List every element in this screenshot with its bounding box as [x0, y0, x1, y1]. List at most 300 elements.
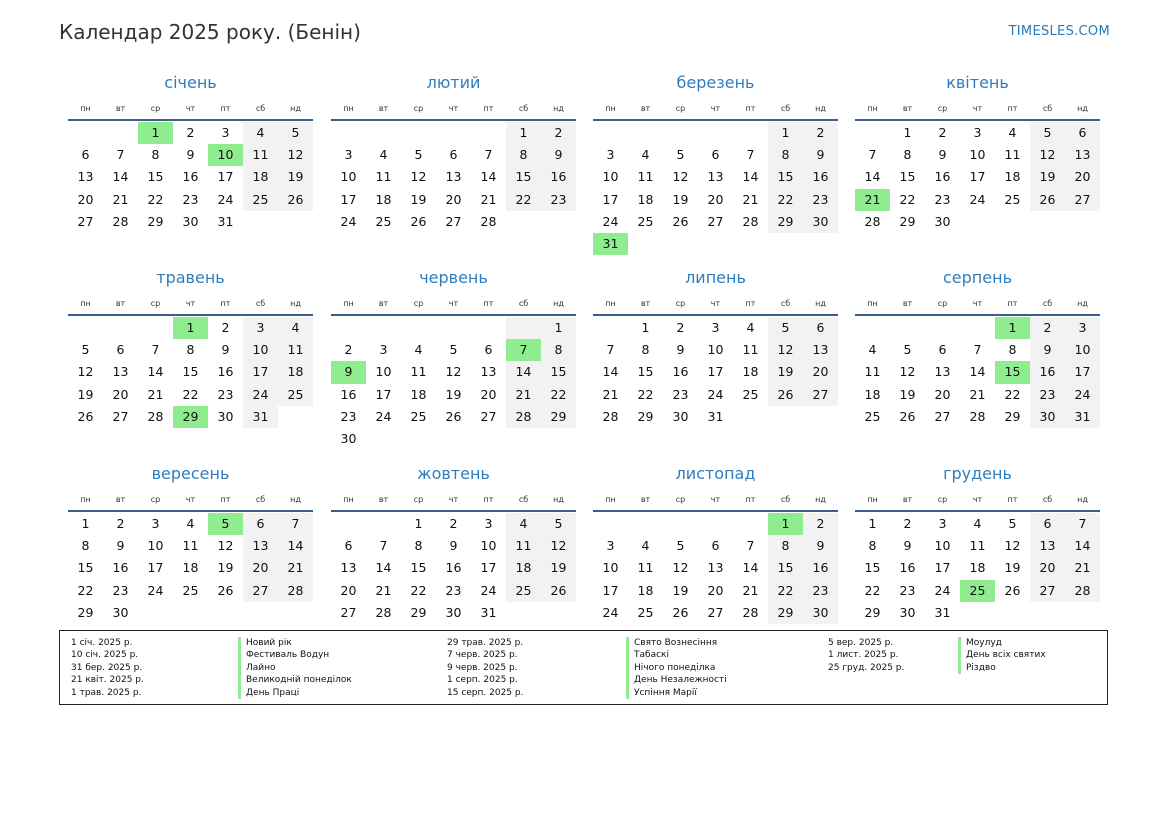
empty-cell	[401, 122, 436, 144]
day-cell: 29	[77, 604, 94, 620]
day-cell: 27	[934, 408, 951, 424]
day-grid	[593, 513, 838, 624]
day-cell: 31	[243, 406, 278, 428]
legend-date: 9 черв. 2025 р.	[447, 662, 518, 673]
day-cell: 26	[445, 408, 462, 424]
empty-cell	[593, 317, 628, 339]
weekday-label: вт	[115, 103, 126, 113]
day-cell: 20	[707, 191, 724, 207]
day-cell: 19	[278, 166, 313, 188]
day-cell: 13	[707, 560, 724, 576]
day-cell: 15	[995, 361, 1030, 383]
weekday-label: пн	[80, 494, 91, 504]
weekday-label: чт	[972, 103, 983, 113]
day-cell: 22	[637, 386, 654, 402]
day-cell: 20	[1065, 166, 1100, 188]
day-cell: 6	[243, 513, 278, 535]
day-cell: 17	[602, 191, 619, 207]
empty-cell	[173, 602, 208, 624]
day-cell: 3	[1065, 317, 1100, 339]
weekday-label: чт	[710, 298, 721, 308]
day-cell: 21	[278, 557, 313, 579]
day-cell: 7	[116, 147, 125, 163]
day-cell: 7	[868, 147, 877, 163]
holiday-legend	[59, 630, 1108, 705]
day-cell: 14	[1065, 535, 1100, 557]
day-cell: 4	[243, 122, 278, 144]
weekday-label: вт	[902, 494, 913, 504]
day-cell: 10	[147, 538, 164, 554]
day-cell: 13	[340, 560, 357, 576]
day-cell: 4	[506, 513, 541, 535]
weekday-label: нд	[1077, 494, 1088, 504]
day-cell: 9	[676, 342, 685, 358]
day-cell: 21	[506, 384, 541, 406]
weekday-label: вт	[640, 494, 651, 504]
day-cell: 10	[934, 538, 951, 554]
day-cell: 14	[742, 169, 759, 185]
month-name: березень	[676, 73, 755, 92]
weekday-label: сб	[780, 103, 791, 113]
month-2	[331, 72, 576, 233]
day-cell: 26	[899, 408, 916, 424]
day-cell: 13	[707, 169, 724, 185]
day-cell: 18	[506, 557, 541, 579]
day-cell: 7	[506, 339, 541, 361]
brand-link[interactable]: TIMESLES.COM	[1008, 24, 1110, 39]
day-cell: 17	[340, 191, 357, 207]
weekday-label: пт	[220, 494, 231, 504]
day-cell: 20	[445, 191, 462, 207]
day-cell: 2	[541, 122, 576, 144]
day-cell: 15	[541, 361, 576, 383]
day-cell: 14	[864, 169, 881, 185]
day-cell: 2	[221, 320, 230, 335]
weekday-label: сб	[518, 298, 529, 308]
day-cell: 9	[331, 361, 366, 383]
day-cell: 21	[742, 191, 759, 207]
weekday-label: ср	[937, 103, 948, 113]
empty-cell	[541, 428, 576, 450]
day-cell: 26	[1004, 582, 1021, 598]
empty-cell	[628, 122, 663, 144]
day-cell: 11	[278, 339, 313, 361]
empty-cell	[663, 513, 698, 535]
day-cell: 17	[217, 169, 234, 185]
empty-cell	[506, 602, 541, 624]
day-cell: 10	[1065, 339, 1100, 361]
day-cell: 13	[445, 169, 462, 185]
month-name: липень	[685, 268, 746, 287]
day-cell: 19	[77, 386, 94, 402]
day-cell: 24	[340, 213, 357, 229]
month-3	[593, 72, 838, 255]
day-cell: 7	[379, 538, 388, 554]
day-cell: 8	[903, 147, 912, 163]
month-name: квітень	[946, 73, 1009, 92]
empty-cell	[471, 428, 506, 450]
month-divider	[593, 119, 838, 121]
month-divider	[855, 119, 1100, 121]
weekday-label: вт	[902, 298, 913, 308]
weekday-header	[68, 99, 313, 117]
legend-dates	[447, 637, 523, 699]
day-cell: 25	[960, 580, 995, 602]
day-cell: 25	[243, 189, 278, 211]
day-cell: 6	[116, 342, 125, 358]
empty-cell	[593, 122, 628, 144]
empty-cell	[366, 122, 401, 144]
day-cell: 11	[182, 538, 199, 554]
month-name: січень	[164, 73, 217, 92]
weekday-label: сб	[518, 494, 529, 504]
day-cell: 30	[934, 213, 951, 229]
month-11	[593, 463, 838, 624]
day-cell: 15	[182, 364, 199, 380]
day-cell: 6	[81, 147, 90, 163]
day-cell: 27	[707, 213, 724, 229]
day-grid	[855, 122, 1100, 233]
day-cell: 25	[506, 580, 541, 602]
day-cell: 22	[768, 189, 803, 211]
empty-cell	[103, 317, 138, 339]
month-divider	[593, 314, 838, 316]
empty-cell	[593, 513, 628, 535]
day-cell: 24	[707, 386, 724, 402]
day-cell: 1	[173, 317, 208, 339]
day-cell: 24	[243, 384, 278, 406]
day-cell: 23	[1030, 384, 1065, 406]
day-cell: 20	[707, 582, 724, 598]
weekday-label: сб	[255, 103, 266, 113]
day-cell: 8	[1008, 342, 1017, 358]
empty-cell	[1065, 602, 1100, 624]
day-cell: 24	[217, 191, 234, 207]
day-cell: 29	[410, 604, 427, 620]
empty-cell	[366, 513, 401, 535]
day-cell: 20	[934, 386, 951, 402]
day-cell: 12	[217, 538, 234, 554]
weekday-label: чт	[972, 494, 983, 504]
day-cell: 2	[803, 513, 838, 535]
day-cell: 16	[217, 364, 234, 380]
day-cell: 21	[969, 386, 986, 402]
empty-cell	[506, 211, 541, 233]
legend-date: 1 трав. 2025 р.	[71, 687, 142, 698]
weekday-label: пт	[1007, 103, 1018, 113]
day-cell: 4	[379, 147, 388, 163]
day-cell: 24	[602, 213, 619, 229]
day-cell: 7	[484, 147, 493, 163]
weekday-label: сб	[255, 298, 266, 308]
weekday-label: ср	[675, 103, 686, 113]
month-name: грудень	[943, 464, 1012, 483]
legend-holiday-name: Великодній понеділок	[238, 674, 352, 686]
day-cell: 29	[147, 213, 164, 229]
day-cell: 1	[868, 516, 877, 531]
day-cell: 27	[1030, 580, 1065, 602]
day-cell: 30	[899, 604, 916, 620]
day-cell: 27	[112, 408, 129, 424]
day-cell: 11	[969, 538, 986, 554]
day-cell: 20	[480, 386, 497, 402]
day-cell: 16	[340, 386, 357, 402]
weekday-label: пн	[605, 494, 616, 504]
day-cell: 7	[151, 342, 160, 358]
weekday-label: сб	[780, 494, 791, 504]
day-cell: 2	[186, 125, 195, 140]
day-grid	[68, 122, 313, 233]
empty-cell	[541, 211, 576, 233]
day-cell: 12	[278, 144, 313, 166]
weekday-label: пт	[220, 298, 231, 308]
day-cell: 17	[602, 582, 619, 598]
day-cell: 5	[903, 342, 912, 358]
day-cell: 25	[410, 408, 427, 424]
month-divider	[593, 510, 838, 512]
day-cell: 13	[243, 535, 278, 557]
empty-cell	[68, 317, 103, 339]
day-cell: 13	[803, 339, 838, 361]
day-cell: 11	[637, 560, 654, 576]
weekday-label: чт	[185, 494, 196, 504]
day-cell: 22	[182, 386, 199, 402]
legend-date: 1 серп. 2025 р.	[447, 675, 518, 686]
empty-cell	[925, 317, 960, 339]
empty-cell	[208, 602, 243, 624]
day-cell: 6	[1065, 122, 1100, 144]
day-cell: 27	[707, 604, 724, 620]
month-divider	[68, 510, 313, 512]
legend-holiday-name: Свято Вознесіння	[626, 637, 727, 649]
day-cell: 8	[81, 538, 90, 554]
legend-holiday-name: День Праці	[238, 687, 352, 699]
month-divider	[68, 119, 313, 121]
day-grid	[331, 317, 576, 450]
weekday-label: пт	[745, 298, 756, 308]
weekday-header	[331, 490, 576, 508]
weekday-label: сб	[518, 103, 529, 113]
day-cell: 19	[541, 557, 576, 579]
day-cell: 27	[445, 213, 462, 229]
legend-holiday-name: День всіх святих	[958, 649, 1046, 661]
day-cell: 28	[742, 604, 759, 620]
day-cell: 27	[480, 408, 497, 424]
day-cell: 7	[746, 538, 755, 554]
day-cell: 3	[711, 320, 720, 335]
legend-holiday-name: Моулуд	[958, 637, 1046, 649]
day-cell: 12	[77, 364, 94, 380]
day-cell: 19	[672, 582, 689, 598]
day-cell: 24	[480, 582, 497, 598]
weekday-label: ср	[413, 494, 424, 504]
day-cell: 28	[742, 213, 759, 229]
day-cell: 7	[746, 147, 755, 163]
day-cell: 23	[217, 386, 234, 402]
day-cell: 7	[1065, 513, 1100, 535]
legend-date: 1 січ. 2025 р.	[71, 638, 133, 648]
day-cell: 2	[449, 516, 458, 531]
month-divider	[855, 510, 1100, 512]
legend-holiday-name: Табаскі	[626, 649, 727, 661]
day-cell: 22	[768, 580, 803, 602]
day-cell: 19	[1030, 166, 1065, 188]
day-cell: 16	[1030, 361, 1065, 383]
month-6	[331, 267, 576, 450]
empty-cell	[1030, 211, 1065, 233]
legend-holiday-name: День Незалежності	[626, 674, 727, 686]
weekday-label: нд	[290, 494, 301, 504]
weekday-label: вт	[378, 494, 389, 504]
day-cell: 2	[116, 516, 125, 531]
empty-cell	[995, 211, 1030, 233]
day-cell: 13	[480, 364, 497, 380]
day-cell: 27	[77, 213, 94, 229]
day-cell: 25	[182, 582, 199, 598]
day-cell: 12	[445, 364, 462, 380]
day-cell: 18	[1004, 169, 1021, 185]
day-cell: 5	[1008, 516, 1017, 531]
day-cell: 26	[541, 580, 576, 602]
day-cell: 30	[803, 602, 838, 624]
weekday-header	[593, 294, 838, 312]
day-cell: 30	[672, 408, 689, 424]
day-cell: 6	[803, 317, 838, 339]
weekday-label: чт	[710, 494, 721, 504]
day-cell: 9	[803, 535, 838, 557]
day-cell: 10	[243, 339, 278, 361]
day-cell: 26	[1030, 189, 1065, 211]
day-cell: 8	[541, 339, 576, 361]
day-cell: 28	[602, 408, 619, 424]
empty-cell	[1065, 211, 1100, 233]
day-grid	[855, 513, 1100, 624]
day-cell: 18	[864, 386, 881, 402]
empty-cell	[803, 233, 838, 255]
day-cell: 29	[173, 406, 208, 428]
day-cell: 7	[278, 513, 313, 535]
day-cell: 16	[182, 169, 199, 185]
empty-cell	[436, 428, 471, 450]
day-cell: 24	[1065, 384, 1100, 406]
legend-holiday-name: Успіння Марії	[626, 687, 727, 699]
day-cell: 19	[445, 386, 462, 402]
day-cell: 4	[641, 147, 650, 163]
day-cell: 10	[375, 364, 392, 380]
day-cell: 22	[1004, 386, 1021, 402]
day-cell: 21	[602, 386, 619, 402]
empty-cell	[331, 513, 366, 535]
day-cell: 30	[1030, 406, 1065, 428]
day-cell: 18	[375, 191, 392, 207]
legend-dates	[71, 637, 144, 699]
day-cell: 11	[375, 169, 392, 185]
day-cell: 5	[541, 513, 576, 535]
day-cell: 9	[186, 147, 195, 163]
empty-cell	[628, 233, 663, 255]
day-cell: 16	[112, 560, 129, 576]
empty-cell	[733, 233, 768, 255]
empty-cell	[960, 211, 995, 233]
day-cell: 23	[672, 386, 689, 402]
day-cell: 13	[1030, 535, 1065, 557]
day-cell: 12	[1030, 144, 1065, 166]
day-cell: 23	[182, 191, 199, 207]
day-grid	[593, 122, 838, 255]
day-cell: 11	[1004, 147, 1021, 163]
weekday-label: пт	[745, 103, 756, 113]
day-cell: 28	[1065, 580, 1100, 602]
day-cell: 3	[973, 125, 982, 140]
day-cell: 14	[506, 361, 541, 383]
day-cell: 9	[803, 144, 838, 166]
weekday-label: пт	[1007, 494, 1018, 504]
empty-cell	[733, 406, 768, 428]
day-cell: 8	[868, 538, 877, 554]
weekday-label: пн	[343, 494, 354, 504]
day-cell: 24	[602, 604, 619, 620]
empty-cell	[401, 428, 436, 450]
day-grid	[68, 513, 313, 624]
weekday-header	[68, 490, 313, 508]
day-cell: 31	[707, 408, 724, 424]
day-cell: 2	[903, 516, 912, 531]
day-cell: 6	[449, 147, 458, 163]
empty-cell	[366, 317, 401, 339]
day-cell: 14	[480, 169, 497, 185]
day-cell: 14	[742, 560, 759, 576]
day-cell: 31	[593, 233, 628, 255]
day-cell: 6	[484, 342, 493, 358]
empty-cell	[663, 233, 698, 255]
weekday-label: вт	[378, 298, 389, 308]
day-cell: 23	[934, 191, 951, 207]
day-cell: 5	[676, 538, 685, 554]
day-cell: 16	[899, 560, 916, 576]
day-cell: 6	[938, 342, 947, 358]
day-cell: 3	[151, 516, 160, 531]
day-cell: 24	[375, 408, 392, 424]
day-cell: 4	[641, 538, 650, 554]
day-grid	[331, 513, 576, 624]
month-8	[855, 267, 1100, 428]
empty-cell	[401, 317, 436, 339]
day-cell: 30	[112, 604, 129, 620]
legend-date: 25 груд. 2025 р.	[828, 662, 905, 673]
day-cell: 5	[208, 513, 243, 535]
day-cell: 15	[899, 169, 916, 185]
empty-cell	[960, 317, 995, 339]
day-cell: 18	[182, 560, 199, 576]
weekday-header	[855, 294, 1100, 312]
day-cell: 29	[864, 604, 881, 620]
day-cell: 10	[208, 144, 243, 166]
weekday-label: чт	[972, 298, 983, 308]
weekday-header	[331, 99, 576, 117]
weekday-label: пн	[867, 494, 878, 504]
empty-cell	[960, 602, 995, 624]
day-cell: 30	[803, 211, 838, 233]
month-divider	[331, 314, 576, 316]
day-cell: 20	[243, 557, 278, 579]
day-cell: 16	[541, 166, 576, 188]
day-cell: 5	[81, 342, 90, 358]
day-cell: 15	[637, 364, 654, 380]
day-cell: 1	[768, 513, 803, 535]
empty-cell	[506, 317, 541, 339]
day-cell: 18	[243, 166, 278, 188]
day-cell: 20	[112, 386, 129, 402]
